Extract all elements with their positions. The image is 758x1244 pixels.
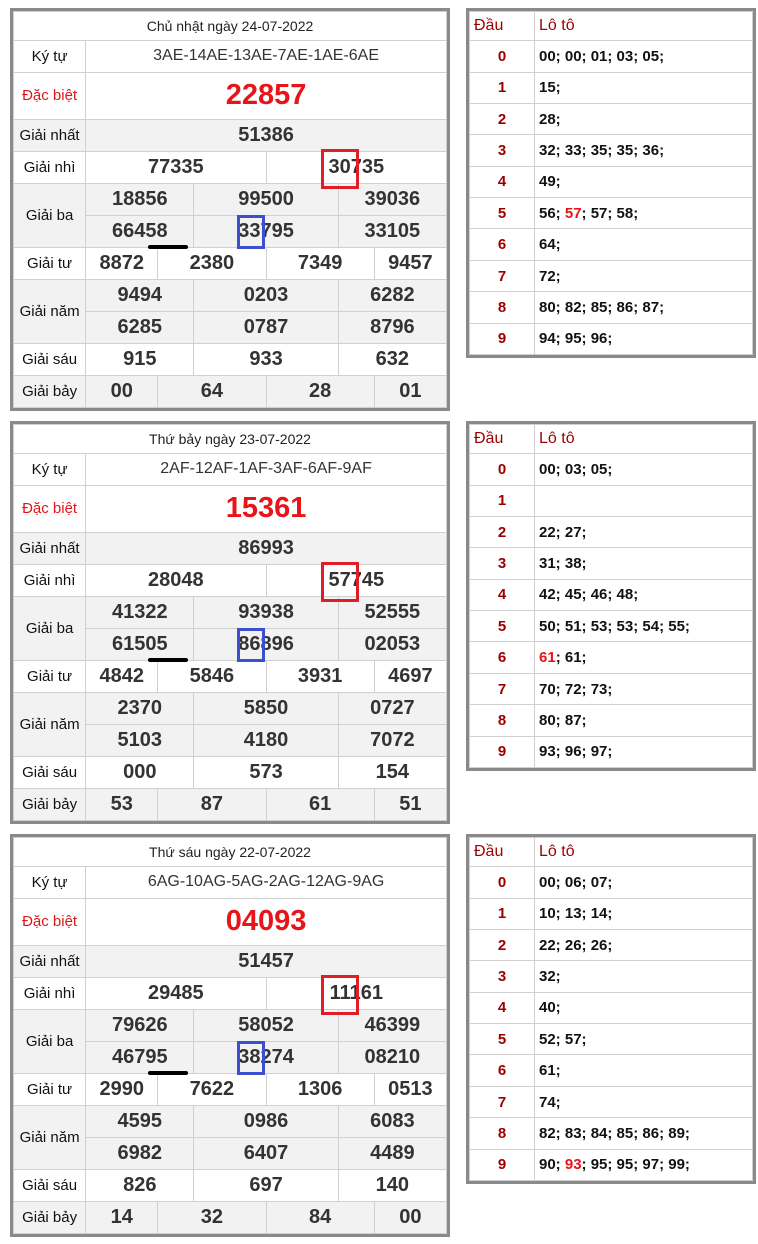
label-giai-ba: Giải ba xyxy=(14,1009,86,1073)
loto-table xyxy=(466,834,756,1184)
red-highlight-box xyxy=(321,149,359,189)
loto-dau-cell: 3 xyxy=(470,548,535,579)
label-giai-nam: Giải năm xyxy=(14,279,86,343)
loto-dau-cell: 1 xyxy=(470,898,535,929)
loto-head-dau: Đầu xyxy=(470,838,535,867)
sixth-prize-value: 826 xyxy=(86,1169,194,1201)
fourth-prize-value: 2380 xyxy=(158,247,266,279)
third-prize-value: 46795 xyxy=(86,1041,194,1073)
label-giai-nhi: Giải nhì xyxy=(14,977,86,1009)
second-prize-value: 28048 xyxy=(86,564,266,596)
first-prize-value: 51457 xyxy=(86,945,447,977)
seventh-prize-value: 00 xyxy=(86,375,158,407)
loto-values-cell xyxy=(535,930,753,961)
fifth-prize-value: 0787 xyxy=(194,311,338,343)
label-giai-bay: Giải bảy xyxy=(14,375,86,407)
second-prize-value: 29485 xyxy=(86,977,266,1009)
second-prize-value: 57745 xyxy=(266,564,446,596)
loto-values-cell xyxy=(535,736,753,767)
loto-values-cell xyxy=(535,292,753,323)
loto-values: 80; 87; xyxy=(539,711,587,729)
label-dac-biet: Đặc biệt xyxy=(14,898,86,945)
loto-values: 93; 96; 97; xyxy=(539,743,613,761)
loto-dau-cell: 9 xyxy=(470,736,535,767)
sixth-prize-value: 154 xyxy=(338,756,446,788)
third-prize-value: 52555 xyxy=(338,596,446,628)
fifth-prize-value: 4180 xyxy=(194,724,338,756)
loto-values-cell xyxy=(535,579,753,610)
loto-values-cell xyxy=(535,867,753,898)
third-prize-value: 33795 xyxy=(194,215,338,247)
loto-values: 22; 26; 26; xyxy=(539,936,613,954)
label-ky-tu: Ký tự xyxy=(14,40,86,72)
loto-dau-cell: 4 xyxy=(470,992,535,1023)
draw-date-title: Thứ sáu ngày 22-07-2022 xyxy=(14,838,447,867)
fifth-prize-value: 6083 xyxy=(338,1105,446,1137)
third-prize-value: 79626 xyxy=(86,1009,194,1041)
loto-values: 94; 95; 96; xyxy=(539,330,613,348)
loto-values-cell xyxy=(535,1118,753,1149)
label-giai-tu: Giải tư xyxy=(14,1073,86,1105)
label-ky-tu: Ký tự xyxy=(14,866,86,898)
label-giai-ba: Giải ba xyxy=(14,183,86,247)
label-giai-ba: Giải ba xyxy=(14,596,86,660)
result-table xyxy=(10,8,450,411)
third-prize-value: 02053 xyxy=(338,628,446,660)
label-giai-bay: Giải bảy xyxy=(14,788,86,820)
fifth-prize-value: 0986 xyxy=(194,1105,338,1137)
loto-dau-cell: 9 xyxy=(470,323,535,354)
blue-highlight-box xyxy=(237,1041,265,1075)
loto-values-cell xyxy=(535,548,753,579)
loto-dau-cell: 8 xyxy=(470,292,535,323)
underline-mark xyxy=(148,245,188,249)
loto-values: 32; 33; 35; 35; 36; xyxy=(539,142,665,160)
label-dac-biet: Đặc biệt xyxy=(14,485,86,532)
loto-head-loto: Lô tô xyxy=(535,425,753,454)
seventh-prize-value: 61 xyxy=(266,788,374,820)
loto-values-cell xyxy=(535,642,753,673)
special-prize-value: 15361 xyxy=(86,485,447,532)
fourth-prize-value: 8872 xyxy=(86,247,158,279)
third-prize-value: 08210 xyxy=(338,1041,446,1073)
ky-tu-value: 2AF-12AF-1AF-3AF-6AF-9AF xyxy=(86,453,447,485)
loto-values-cell xyxy=(535,898,753,929)
fourth-prize-value: 2990 xyxy=(86,1073,158,1105)
second-prize-value: 30735 xyxy=(266,151,446,183)
loto-values: 00; 06; 07; xyxy=(539,874,613,891)
loto-values-cell xyxy=(535,1055,753,1086)
draw-date-title: Chủ nhật ngày 24-07-2022 xyxy=(14,12,447,41)
loto-values: 70; 72; 73; xyxy=(539,680,613,698)
red-highlight-box xyxy=(321,562,359,602)
third-prize-value: 41322 xyxy=(86,596,194,628)
loto-dau-cell: 6 xyxy=(470,1055,535,1086)
third-prize-value: 58052 xyxy=(194,1009,338,1041)
seventh-prize-value: 32 xyxy=(158,1201,266,1233)
loto-values: 31; 38; xyxy=(539,555,587,573)
loto-values: 15; xyxy=(539,79,561,97)
third-prize-value: 86896 xyxy=(194,628,338,660)
loto-values-cell xyxy=(535,673,753,704)
sixth-prize-value: 573 xyxy=(194,756,338,788)
second-prize-value: 77335 xyxy=(86,151,266,183)
loto-values: 56; xyxy=(539,204,565,222)
loto-head-dau: Đầu xyxy=(470,12,535,41)
loto-dau-cell: 3 xyxy=(470,135,535,166)
first-prize-value: 86993 xyxy=(86,532,447,564)
loto-values: 00; 03; 05; xyxy=(539,461,613,478)
fifth-prize-value: 7072 xyxy=(338,724,446,756)
draw-block xyxy=(0,421,758,831)
loto-dau-cell: 0 xyxy=(470,454,535,485)
loto-values-cell xyxy=(535,135,753,166)
loto-values: 32; xyxy=(539,968,561,986)
fifth-prize-value: 0727 xyxy=(338,692,446,724)
loto-values-cell xyxy=(535,323,753,354)
sixth-prize-value: 915 xyxy=(86,343,194,375)
fifth-prize-value: 9494 xyxy=(86,279,194,311)
loto-dau-cell: 1 xyxy=(470,72,535,103)
fifth-prize-value: 5103 xyxy=(86,724,194,756)
seventh-prize-value: 84 xyxy=(266,1201,374,1233)
fourth-prize-value: 4697 xyxy=(374,660,446,692)
loto-values: 22; 27; xyxy=(539,523,587,541)
draw-block xyxy=(0,8,758,418)
label-giai-sau: Giải sáu xyxy=(14,343,86,375)
ky-tu-value: 3AE-14AE-13AE-7AE-1AE-6AE xyxy=(86,40,447,72)
loto-values-cell xyxy=(535,1086,753,1117)
label-giai-nhat: Giải nhất xyxy=(14,532,86,564)
third-prize-value: 99500 xyxy=(194,183,338,215)
result-table xyxy=(10,421,450,824)
loto-special-value: 61 xyxy=(539,649,556,667)
third-prize-value: 61505 xyxy=(86,628,194,660)
loto-special-value: 57 xyxy=(564,204,582,222)
seventh-prize-value: 64 xyxy=(158,375,266,407)
fourth-prize-value: 0513 xyxy=(374,1073,446,1105)
loto-values: 90; xyxy=(539,1156,565,1174)
label-giai-tu: Giải tư xyxy=(14,247,86,279)
loto-values-cell xyxy=(535,229,753,260)
seventh-prize-value: 53 xyxy=(86,788,158,820)
special-prize-value: 04093 xyxy=(86,898,447,945)
sixth-prize-value: 697 xyxy=(194,1169,338,1201)
loto-values-cell xyxy=(535,166,753,197)
ky-tu-value: 6AG-10AG-5AG-2AG-12AG-9AG xyxy=(86,866,447,898)
fifth-prize-value: 2370 xyxy=(86,692,194,724)
draw-date-title: Thứ bảy ngày 23-07-2022 xyxy=(14,425,447,454)
seventh-prize-value: 00 xyxy=(374,1201,446,1233)
loto-dau-cell: 9 xyxy=(470,1149,535,1180)
fifth-prize-value: 6407 xyxy=(194,1137,338,1169)
underline-mark xyxy=(148,658,188,662)
loto-values: 82; 83; 84; 85; 86; 89; xyxy=(539,1124,690,1142)
fifth-prize-value: 4595 xyxy=(86,1105,194,1137)
seventh-prize-value: 87 xyxy=(158,788,266,820)
loto-values-cell xyxy=(535,72,753,103)
label-giai-tu: Giải tư xyxy=(14,660,86,692)
third-prize-value: 46399 xyxy=(338,1009,446,1041)
loto-values-cell xyxy=(535,961,753,992)
fifth-prize-value: 4489 xyxy=(338,1137,446,1169)
loto-values: 50; 51; 53; 53; 54; 55; xyxy=(539,617,690,635)
loto-values: 74; xyxy=(539,1093,561,1111)
loto-values: 40; xyxy=(539,999,561,1017)
loto-dau-cell: 4 xyxy=(470,579,535,610)
fourth-prize-value: 5846 xyxy=(158,660,266,692)
label-giai-nhat: Giải nhất xyxy=(14,119,86,151)
loto-values: 80; 82; 85; 86; 87; xyxy=(539,298,665,316)
loto-dau-cell: 1 xyxy=(470,485,535,516)
loto-values-cell xyxy=(535,454,753,485)
fourth-prize-value: 7622 xyxy=(158,1073,266,1105)
fifth-prize-value: 6282 xyxy=(338,279,446,311)
fourth-prize-value: 7349 xyxy=(266,247,374,279)
loto-dau-cell: 2 xyxy=(470,104,535,135)
sixth-prize-value: 632 xyxy=(338,343,446,375)
third-prize-value: 38274 xyxy=(194,1041,338,1073)
loto-values: 00; 00; 01; 03; 05; xyxy=(539,48,665,65)
special-prize-value: 22857 xyxy=(86,72,447,119)
loto-values-cell xyxy=(535,1149,753,1180)
first-prize-value: 51386 xyxy=(86,119,447,151)
third-prize-value: 66458 xyxy=(86,215,194,247)
loto-table xyxy=(466,421,756,771)
loto-values-cell xyxy=(535,1024,753,1055)
label-giai-nhat: Giải nhất xyxy=(14,945,86,977)
seventh-prize-value: 14 xyxy=(86,1201,158,1233)
red-highlight-box xyxy=(321,975,359,1015)
fifth-prize-value: 6285 xyxy=(86,311,194,343)
loto-dau-cell: 7 xyxy=(470,260,535,291)
fifth-prize-value: 0203 xyxy=(194,279,338,311)
underline-mark xyxy=(148,1071,188,1075)
fifth-prize-value: 6982 xyxy=(86,1137,194,1169)
seventh-prize-value: 28 xyxy=(266,375,374,407)
loto-dau-cell: 3 xyxy=(470,961,535,992)
blue-highlight-box xyxy=(237,215,265,249)
loto-dau-cell: 7 xyxy=(470,1086,535,1117)
loto-table xyxy=(466,8,756,358)
loto-dau-cell: 0 xyxy=(470,41,535,72)
loto-values: 72; xyxy=(539,267,561,285)
third-prize-value: 33105 xyxy=(338,215,446,247)
fifth-prize-value: 5850 xyxy=(194,692,338,724)
loto-values: 42; 45; 46; 48; xyxy=(539,586,639,604)
loto-dau-cell: 2 xyxy=(470,930,535,961)
loto-dau-cell: 6 xyxy=(470,229,535,260)
blue-highlight-box xyxy=(237,628,265,662)
fourth-prize-value: 1306 xyxy=(266,1073,374,1105)
sixth-prize-value: 000 xyxy=(86,756,194,788)
loto-values: 10; 13; 14; xyxy=(539,905,613,923)
third-prize-value: 93938 xyxy=(194,596,338,628)
label-dac-biet: Đặc biệt xyxy=(14,72,86,119)
label-ky-tu: Ký tự xyxy=(14,453,86,485)
loto-values-cell xyxy=(535,198,753,229)
draw-block xyxy=(0,834,758,1244)
loto-head-loto: Lô tô xyxy=(535,838,753,867)
loto-values-cell xyxy=(535,992,753,1023)
loto-values: 49; xyxy=(539,173,561,191)
label-giai-nam: Giải năm xyxy=(14,692,86,756)
loto-dau-cell: 0 xyxy=(470,867,535,898)
loto-dau-cell: 7 xyxy=(470,673,535,704)
label-giai-nam: Giải năm xyxy=(14,1105,86,1169)
label-giai-sau: Giải sáu xyxy=(14,1169,86,1201)
loto-dau-cell: 6 xyxy=(470,642,535,673)
fourth-prize-value: 3931 xyxy=(266,660,374,692)
seventh-prize-value: 51 xyxy=(374,788,446,820)
loto-values-cell xyxy=(535,611,753,642)
loto-values-cell xyxy=(535,705,753,736)
loto-values-cell xyxy=(535,485,753,516)
third-prize-value: 39036 xyxy=(338,183,446,215)
loto-values: ; 57; 58; xyxy=(581,204,639,222)
loto-head-dau: Đầu xyxy=(470,425,535,454)
loto-dau-cell: 8 xyxy=(470,1118,535,1149)
label-giai-nhi: Giải nhì xyxy=(14,151,86,183)
loto-values: 61; xyxy=(539,1062,561,1080)
loto-special-value: 93 xyxy=(564,1156,582,1174)
fourth-prize-value: 4842 xyxy=(86,660,158,692)
label-giai-sau: Giải sáu xyxy=(14,756,86,788)
loto-dau-cell: 5 xyxy=(470,198,535,229)
loto-values-cell xyxy=(535,517,753,548)
loto-dau-cell: 5 xyxy=(470,611,535,642)
loto-values: ; 95; 95; 97; 99; xyxy=(581,1156,690,1174)
loto-values-cell xyxy=(535,260,753,291)
loto-dau-cell: 5 xyxy=(470,1024,535,1055)
loto-head-loto: Lô tô xyxy=(535,12,753,41)
loto-values: 52; 57; xyxy=(539,1030,587,1048)
result-table xyxy=(10,834,450,1237)
fifth-prize-value: 8796 xyxy=(338,311,446,343)
loto-dau-cell: 8 xyxy=(470,705,535,736)
loto-values-cell xyxy=(535,104,753,135)
loto-values: ; 61; xyxy=(555,649,587,667)
second-prize-value: 11161 xyxy=(266,977,446,1009)
label-giai-bay: Giải bảy xyxy=(14,1201,86,1233)
sixth-prize-value: 933 xyxy=(194,343,338,375)
third-prize-value: 18856 xyxy=(86,183,194,215)
loto-values: 28; xyxy=(539,110,561,128)
sixth-prize-value: 140 xyxy=(338,1169,446,1201)
loto-dau-cell: 2 xyxy=(470,517,535,548)
seventh-prize-value: 01 xyxy=(374,375,446,407)
loto-values-cell xyxy=(535,41,753,72)
fourth-prize-value: 9457 xyxy=(374,247,446,279)
loto-dau-cell: 4 xyxy=(470,166,535,197)
label-giai-nhi: Giải nhì xyxy=(14,564,86,596)
loto-values: 64; xyxy=(539,236,561,254)
